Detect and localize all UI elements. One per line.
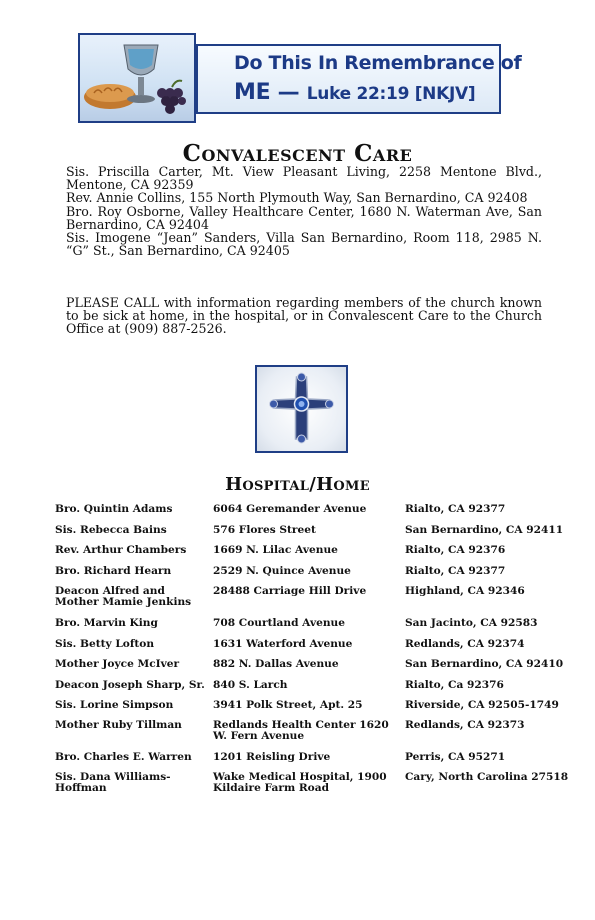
member-city: Redlands, CA 92374 <box>405 638 525 650</box>
member-name: Bro. Richard Hearn <box>55 565 172 577</box>
member-name: Mother Joyce McIver <box>55 658 180 670</box>
member-name: Rev. Arthur Chambers <box>55 544 187 556</box>
member-address: 840 S. Larch <box>213 679 288 691</box>
banner-line-2-main: ME — <box>234 80 307 105</box>
member-city: Redlands, CA 92373 <box>405 719 525 731</box>
member-address: 28488 Carriage Hill Drive <box>213 585 367 597</box>
member-city: Rialto, CA 92377 <box>405 503 506 515</box>
member-address: 708 Courtland Avenue <box>213 617 345 629</box>
member-city: Rialto, CA 92376 <box>405 544 506 556</box>
banner-title-box <box>196 44 522 114</box>
convalescent-entry: Sis. Imogene “Jean” Sanders, Villa San Bernardino, Room 118, 2985 N. “G” St., San Bernardino, CA 92405 <box>66 230 542 259</box>
member-name: Sis. Rebecca Bains <box>55 524 167 536</box>
member-city: Riverside, CA 92505-1749 <box>405 699 559 711</box>
member-city: San Bernardino, CA 92411 <box>405 524 564 536</box>
member-city: Highland, CA 92346 <box>405 585 525 597</box>
call-notice: PLEASE CALL with information regarding members of the church known to be sick at home, in the hospital, or in Convalescent Care to the Church Office at (909) 887-2526. <box>66 295 542 337</box>
convalescent-care-title: Convalescent Care <box>182 140 413 167</box>
member-city: San Jacinto, CA 92583 <box>405 617 538 629</box>
member-address: 1669 N. Lilac Avenue <box>213 544 338 556</box>
banner-line-2 <box>234 80 475 105</box>
member-name: Sis. Lorine Simpson <box>55 699 174 711</box>
convalescent-entry: Rev. Annie Collins, 155 North Plymouth Way, San Bernardino, CA 92408 <box>66 190 528 206</box>
member-address: 576 Flores Street <box>213 524 316 536</box>
header-banner <box>78 33 522 125</box>
member-name: Sis. Betty Lofton <box>55 638 155 650</box>
member-address: 3941 Polk Street, Apt. 25 <box>213 699 363 711</box>
member-city: Cary, North Carolina 27518 <box>405 771 569 783</box>
member-address: 2529 N. Quince Avenue <box>213 565 351 577</box>
convalescent-list <box>66 165 542 257</box>
convalescent-entry: Sis. Priscilla Carter, Mt. View Pleasant Living, 2258 Mentone Blvd., Mentone, CA 92359 <box>66 164 542 193</box>
member-city: Perris, CA 95271 <box>405 751 506 763</box>
member-address: 882 N. Dallas Avenue <box>213 658 339 670</box>
member-name: Sis. Dana Williams-Hoffman <box>55 771 171 794</box>
member-city: San Bernardino, CA 92410 <box>405 658 564 670</box>
member-name: Mother Ruby Tillman <box>55 719 182 731</box>
member-name: Bro. Quintin Adams <box>55 503 173 515</box>
member-address: 1201 Reisling Drive <box>213 751 331 763</box>
member-name: Deacon Alfred and Mother Mamie Jenkins <box>55 585 192 608</box>
banner-scripture-ref: Luke 22:19 [NKJV] <box>306 84 476 104</box>
banner-line-1: Do This In Remembrance of <box>234 52 522 74</box>
member-name: Bro. Charles E. Warren <box>55 751 192 763</box>
member-city: Rialto, CA 92377 <box>405 565 506 577</box>
blue-jeweled-cross-icon <box>255 365 348 453</box>
member-address: 1631 Waterford Avenue <box>213 638 353 650</box>
member-address: 6064 Geremander Avenue <box>213 503 367 515</box>
hospital-home-title: Hospital/Home <box>225 474 370 495</box>
member-address: Wake Medical Hospital, 1900 Kildaire Farm Road <box>213 771 387 794</box>
member-city: Rialto, Ca 92376 <box>405 679 504 691</box>
communion-chalice-bread-grapes-icon <box>78 33 196 123</box>
member-name: Deacon Joseph Sharp, Sr. <box>55 679 205 691</box>
convalescent-entry: Bro. Roy Osborne, Valley Healthcare Center, 1680 N. Waterman Ave, San Bernardino, CA 92404 <box>66 203 542 232</box>
member-name: Bro. Marvin King <box>55 617 158 629</box>
member-address: Redlands Health Center 1620 W. Fern Avenue <box>213 719 389 742</box>
